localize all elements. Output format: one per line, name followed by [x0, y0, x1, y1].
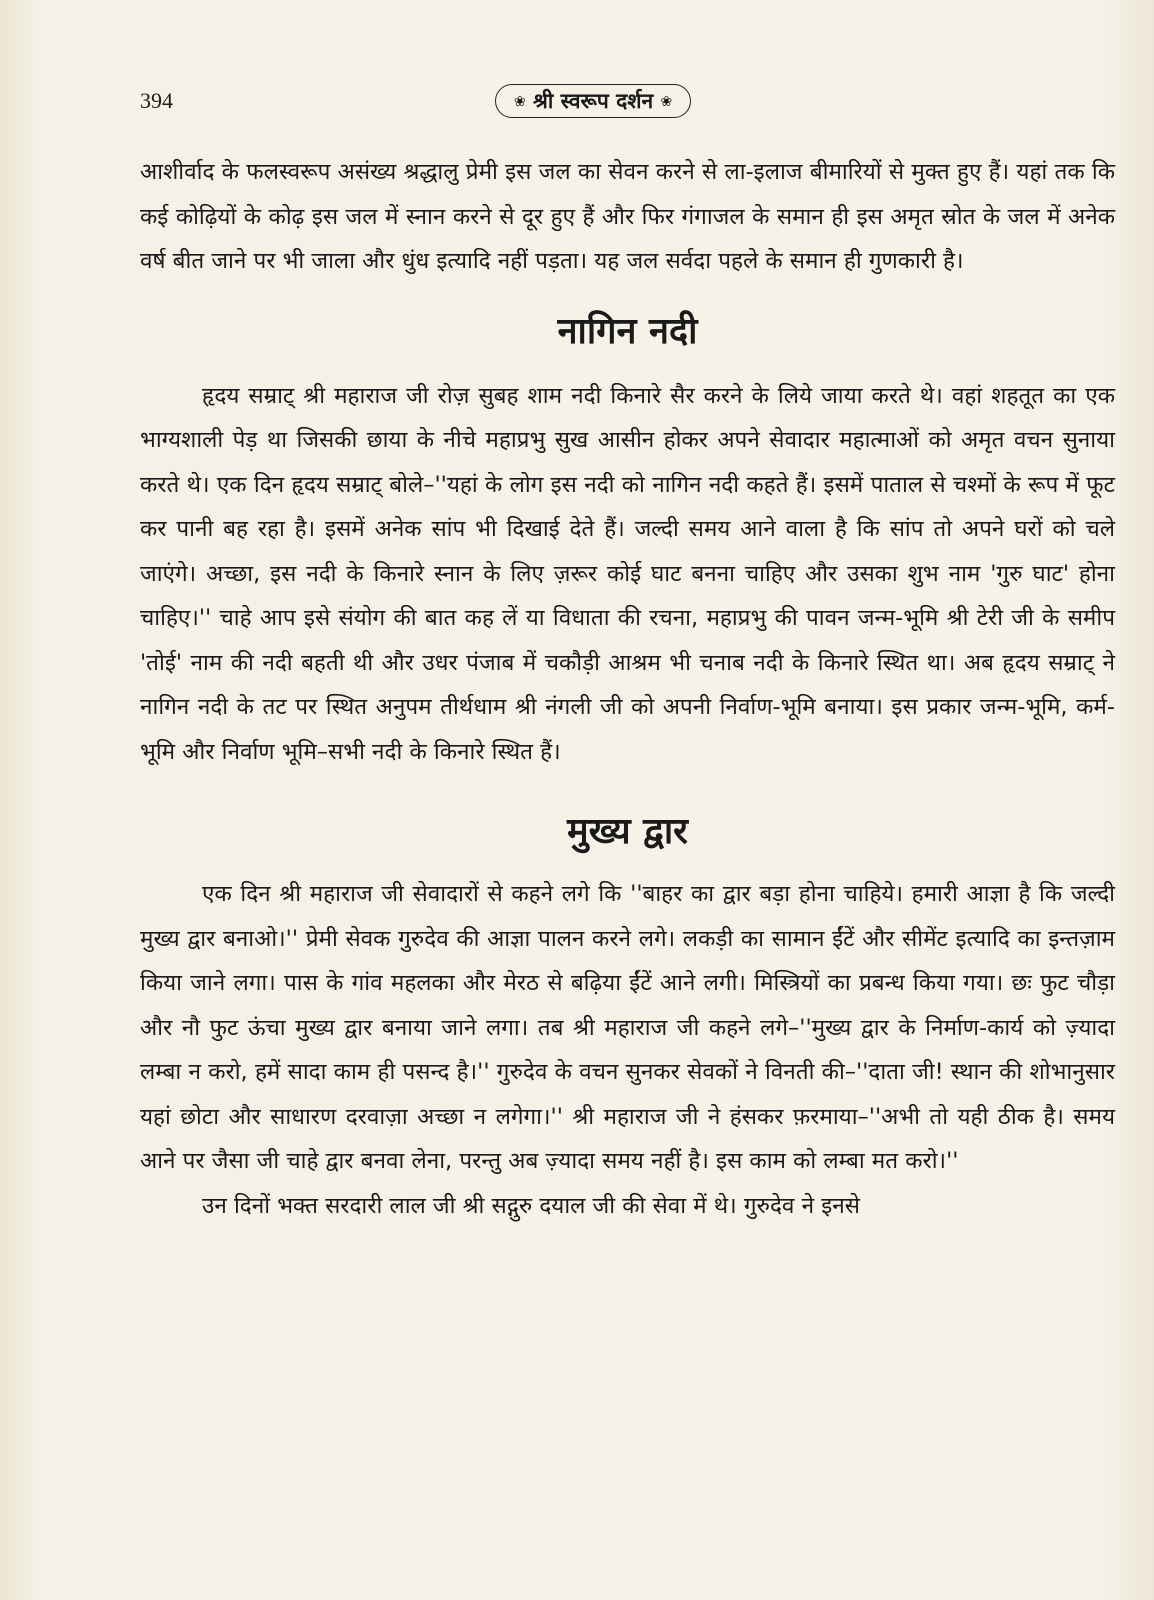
page-number: 394 — [140, 88, 173, 113]
intro-paragraph: आशीर्वाद के फलस्वरूप असंख्य श्रद्धालु प्रेमी इस जल का सेवन करने से ला-इलाज बीमारियों से मुक्त हुए हैं। यहां तक कि कई कोढ़ियों के कोढ़ इस जल में स्नान करने से दूर हुए हैं और फिर गंगाजल के समान ही इस अमृत स्रोत के जल में अनेक वर्ष बीत जाने पर भी जाला और धुंध इत्यादि नहीं पड़ता। यह जल सर्वदा पहले के समान ही गुणकारी है। — [140, 159, 1115, 274]
flower-ornament-icon: ❀ — [660, 94, 673, 110]
section-heading-nagin-nadi: नागिन नदी — [557, 310, 698, 352]
section1-paragraph: हृदय सम्राट् श्री महाराज जी रोज़ सुबह शाम नदी किनारे सैर करने के लिये जाया करते थे। वहां शहतूत का एक भाग्यशाली पेड़ था जिसकी छाया के नीचे महाप्रभु सुख आसीन होकर अपने सेवादार महात्माओं को अमृत वचन सुनाया करते थे। एक दिन हृदय सम्राट् बोले–''यहां के लोग इस नदी को नागिन नदी कहते हैं। इसमें पाताल से चश्मों के रूप में फूट कर पानी बह रहा है। इसमें अनेक सांप भी दिखाई देते हैं। जल्दी समय आने वाला है कि सांप तो अपने घरों को चले जाएंगे। अच्छा, इस नदी के किनारे स्नान के लिए ज़रूर कोई घाट बनना चाहिए और उसका शुभ नाम 'गुरु घाट' होना चाहिए।'' चाहे आप इसे संयोग की बात कह लें या विधाता की रचना, महाप्रभु की पावन जन्म-भूमि श्री टेरी जी के समीप 'तोई' नाम की नदी बहती थी और उधर पंजाब में चकौड़ी आश्रम भी चनाब नदी के किनारे स्थित था। अब हृदय सम्राट् ने नागिन नदी के तट पर स्थित अनुपम तीर्थधाम श्री नंगली जी को अपनी निर्वाण-भूमि बनाया। इस प्रकार जन्म-भूमि, कर्म-भूमि और निर्वाण भूमि–सभी नदी के किनारे स्थित हैं। — [140, 382, 1115, 765]
running-title — [495, 84, 691, 118]
section-heading-mukhya-dwar: मुख्य द्वार — [567, 811, 688, 852]
page-content — [140, 150, 1115, 1228]
running-title-text: श्री स्वरूप दर्शन — [533, 89, 654, 113]
section2-paragraph: एक दिन श्री महाराज जी सेवादारों से कहने लगे कि ''बाहर का द्वार बड़ा होना चाहिये। हमारी आज्ञा है कि जल्दी मुख्य द्वार बनाओ।'' प्रेमी सेवक गुरुदेव की आज्ञा पालन करने लगे। लकड़ी का सामान ईंटें और सीमेंट इत्यादि का इन्तज़ाम किया जाने लगा। पास के गांव महलका और मेरठ से बढ़िया ईंटें आने लगी। मिस्त्रियों का प्रबन्ध किया गया। छः फुट चौड़ा और नौ फुट ऊंचा मुख्य द्वार बनाया जाने लगा। तब श्री महाराज जी कहने लगे–''मुख्य द्वार के निर्माण-कार्य को ज़्यादा लम्बा न करो, हमें सादा काम ही पसन्द है।'' गुरुदेव के वचन सुनकर सेवकों ने विनती की–''दाता जी! स्थान की शोभानुसार यहां छोटा और साधारण दरवाज़ा अच्छा न लगेगा।'' श्री महाराज जी ने हंसकर फ़रमाया–''अभी तो यही ठीक है। समय आने पर जैसा जी चाहे द्वार बनवा लेना, परन्तु अब ज़्यादा समय नहीं है। इस काम को लम्बा मत करो।'' — [140, 881, 1115, 1174]
section2-paragraph-continued: उन दिनों भक्त सरदारी लाल जी श्री सद्गुरु दयाल जी की सेवा में थे। गुरुदेव ने इनसे — [202, 1192, 860, 1219]
flower-ornament-icon: ❀ — [514, 94, 526, 110]
page-header — [140, 84, 1100, 124]
